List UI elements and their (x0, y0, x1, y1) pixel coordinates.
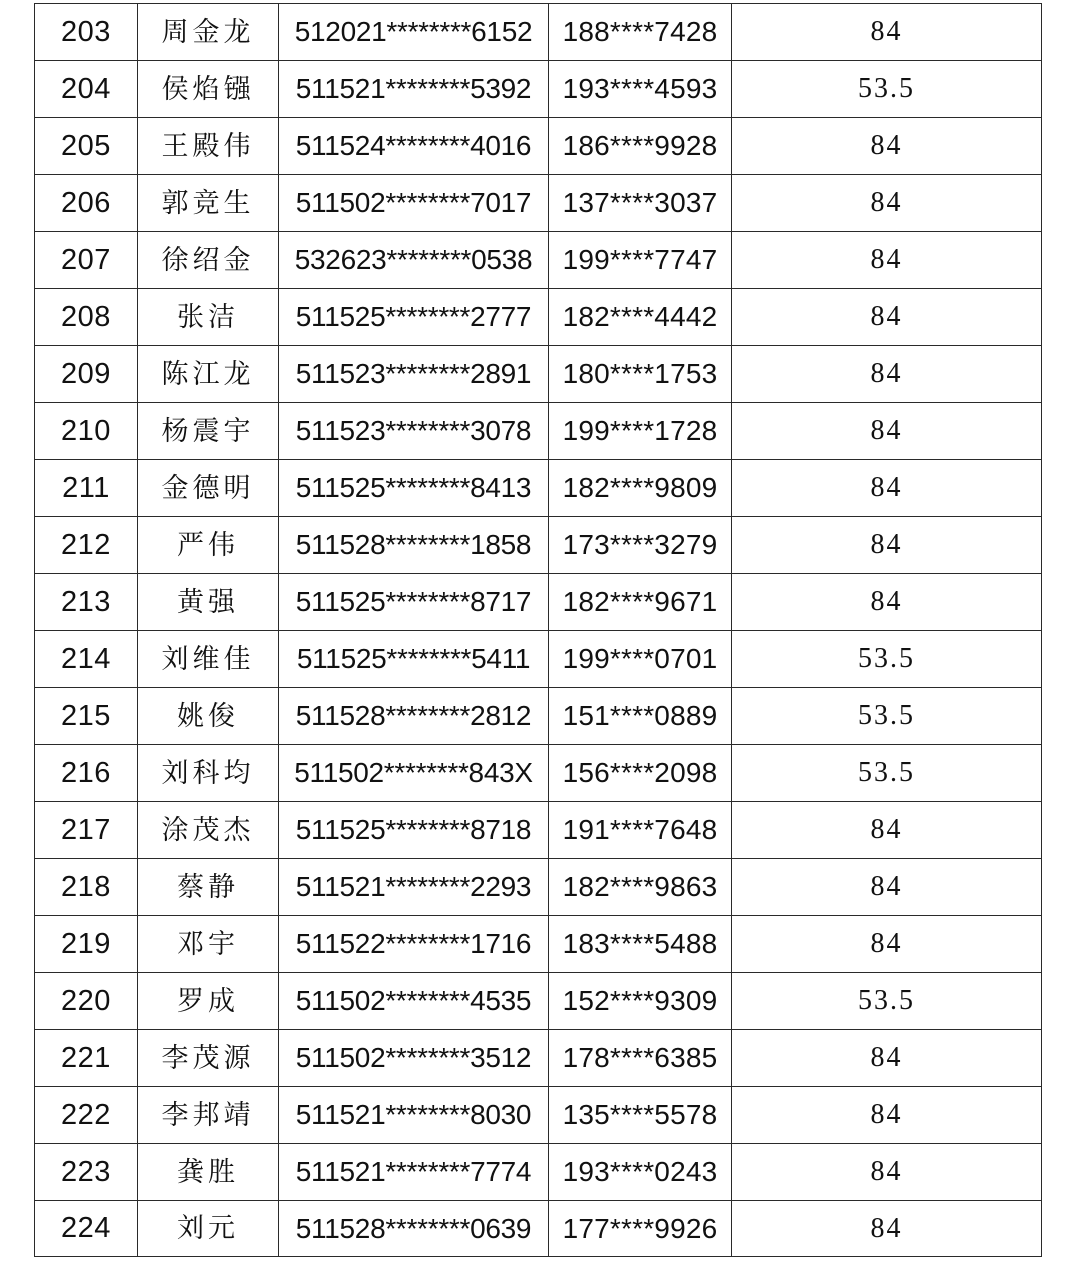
table-row (35, 631, 1042, 688)
table-row (35, 745, 1042, 802)
serial-number-cell (35, 973, 138, 1030)
score-cell (732, 403, 1042, 460)
phone-cell-text: 152****9309 (562, 985, 718, 1016)
id-number-cell-text: 511521********5392 (295, 73, 532, 104)
serial-number-cell (35, 460, 138, 517)
score-cell-text: 53.5 (858, 73, 915, 104)
name-cell (138, 1144, 279, 1201)
score-cell (732, 61, 1042, 118)
serial-number-cell-text: 219 (61, 927, 111, 960)
phone-cell-text: 178****6385 (562, 1042, 718, 1073)
score-cell (732, 1030, 1042, 1087)
phone-cell (549, 4, 732, 61)
score-cell-text: 84 (870, 1099, 903, 1130)
serial-number-cell (35, 61, 138, 118)
score-cell (732, 1087, 1042, 1144)
roster-table-body (35, 4, 1042, 1257)
phone-cell (549, 517, 732, 574)
serial-number-cell (35, 232, 138, 289)
serial-number-cell (35, 631, 138, 688)
serial-number-cell-text: 221 (61, 1041, 111, 1074)
phone-cell-text: 193****0243 (562, 1156, 718, 1187)
score-cell-text: 84 (870, 814, 903, 845)
serial-number-cell (35, 1087, 138, 1144)
serial-number-cell (35, 289, 138, 346)
name-cell-text: 杨震宇 (161, 415, 255, 447)
score-cell (732, 4, 1042, 61)
table-row (35, 1201, 1042, 1257)
phone-cell-text: 182****9863 (562, 871, 718, 902)
table-row (35, 61, 1042, 118)
score-cell (732, 118, 1042, 175)
name-cell-text: 张洁 (177, 301, 239, 333)
name-cell (138, 175, 279, 232)
serial-number-cell-text: 203 (61, 15, 111, 48)
id-number-cell-text: 532623********0538 (294, 244, 533, 275)
table-row (35, 973, 1042, 1030)
name-cell-text: 李邦靖 (161, 1099, 255, 1131)
score-cell-text: 84 (870, 1212, 903, 1244)
name-cell-text: 罗成 (177, 985, 239, 1017)
phone-cell (549, 232, 732, 289)
serial-number-cell (35, 745, 138, 802)
name-cell (138, 631, 279, 688)
id-number-cell (279, 1201, 549, 1257)
id-number-cell-text: 511524********4016 (295, 130, 532, 161)
id-number-cell (279, 916, 549, 973)
score-cell-text: 84 (870, 1156, 903, 1187)
name-cell (138, 460, 279, 517)
score-cell (732, 517, 1042, 574)
id-number-cell (279, 688, 549, 745)
id-number-cell-text: 511521********8030 (295, 1099, 532, 1130)
table-row (35, 403, 1042, 460)
score-cell (732, 346, 1042, 403)
serial-number-cell-text: 209 (61, 357, 111, 390)
table-row (35, 574, 1042, 631)
id-number-cell-text: 511528********1858 (295, 529, 532, 560)
name-cell (138, 745, 279, 802)
phone-cell-text: 173****3279 (562, 529, 718, 560)
phone-cell-text: 199****0701 (562, 643, 718, 674)
id-number-cell-text: 511525********8717 (295, 586, 532, 617)
score-cell-text: 84 (870, 529, 903, 560)
name-cell-text: 陈江龙 (161, 358, 255, 390)
table-row (35, 460, 1042, 517)
score-cell-text: 84 (870, 244, 903, 275)
score-cell (732, 802, 1042, 859)
phone-cell (549, 631, 732, 688)
phone-cell (549, 346, 732, 403)
phone-cell (549, 460, 732, 517)
score-cell-text: 84 (870, 586, 903, 617)
serial-number-cell-text: 217 (61, 813, 111, 846)
name-cell (138, 403, 279, 460)
serial-number-cell-text: 208 (61, 300, 111, 333)
table-row (35, 688, 1042, 745)
id-number-cell (279, 4, 549, 61)
name-cell-text: 刘维佳 (161, 643, 255, 675)
phone-cell (549, 745, 732, 802)
phone-cell (549, 688, 732, 745)
serial-number-cell (35, 802, 138, 859)
id-number-cell (279, 346, 549, 403)
id-number-cell (279, 745, 549, 802)
name-cell-text: 刘科均 (161, 757, 255, 789)
serial-number-cell (35, 688, 138, 745)
table-row (35, 4, 1042, 61)
id-number-cell-text: 511523********2891 (295, 358, 532, 389)
name-cell (138, 916, 279, 973)
phone-cell-text: 177****9926 (562, 1212, 718, 1244)
score-cell (732, 289, 1042, 346)
serial-number-cell (35, 1030, 138, 1087)
serial-number-cell (35, 574, 138, 631)
serial-number-cell-text: 215 (61, 699, 111, 732)
name-cell-text: 郭竞生 (161, 187, 255, 219)
phone-cell-text: 188****7428 (562, 16, 718, 47)
name-cell (138, 1087, 279, 1144)
phone-cell-text: 151****0889 (562, 700, 718, 731)
name-cell (138, 688, 279, 745)
phone-cell-text: 182****9671 (562, 586, 718, 617)
table-row (35, 916, 1042, 973)
phone-cell-text: 182****9809 (562, 472, 718, 503)
id-number-cell-text: 511521********2293 (295, 871, 532, 902)
name-cell (138, 574, 279, 631)
serial-number-cell-text: 218 (61, 870, 111, 903)
phone-cell-text: 193****4593 (562, 73, 718, 104)
score-cell (732, 688, 1042, 745)
id-number-cell-text: 511522********1716 (295, 928, 532, 959)
phone-cell (549, 1144, 732, 1201)
name-cell-text: 邓宇 (177, 928, 239, 960)
id-number-cell-text: 511502********7017 (295, 187, 532, 218)
table-row (35, 1144, 1042, 1201)
score-cell-text: 84 (870, 358, 903, 389)
id-number-cell-text: 511525********2777 (295, 301, 532, 332)
table-row (35, 346, 1042, 403)
name-cell (138, 289, 279, 346)
id-number-cell (279, 118, 549, 175)
score-cell (732, 916, 1042, 973)
id-number-cell-text: 511528********2812 (295, 700, 532, 731)
name-cell (138, 859, 279, 916)
serial-number-cell (35, 517, 138, 574)
name-cell-text: 侯焰镪 (161, 73, 255, 105)
phone-cell-text: 156****2098 (562, 757, 718, 788)
phone-cell (549, 973, 732, 1030)
id-number-cell (279, 802, 549, 859)
id-number-cell (279, 973, 549, 1030)
id-number-cell (279, 574, 549, 631)
serial-number-cell (35, 916, 138, 973)
phone-cell-text: 186****9928 (562, 130, 718, 161)
name-cell (138, 973, 279, 1030)
serial-number-cell-text: 206 (61, 186, 111, 219)
phone-cell (549, 175, 732, 232)
serial-number-cell-text: 213 (61, 585, 111, 618)
name-cell-text: 黄强 (177, 586, 239, 618)
name-cell-text: 徐绍金 (161, 244, 255, 276)
phone-cell (549, 859, 732, 916)
serial-number-cell (35, 1201, 138, 1257)
score-cell (732, 745, 1042, 802)
serial-number-cell (35, 403, 138, 460)
serial-number-cell-text: 222 (61, 1098, 111, 1131)
phone-cell-text: 199****1728 (562, 415, 718, 446)
name-cell (138, 1201, 279, 1257)
score-cell-text: 84 (870, 928, 903, 959)
name-cell (138, 517, 279, 574)
table-row (35, 289, 1042, 346)
name-cell (138, 802, 279, 859)
serial-number-cell (35, 859, 138, 916)
name-cell-text: 蔡静 (177, 871, 239, 903)
id-number-cell-text: 511521********7774 (295, 1156, 532, 1187)
phone-cell (549, 802, 732, 859)
serial-number-cell (35, 346, 138, 403)
phone-cell-text: 137****3037 (562, 187, 718, 218)
phone-cell (549, 574, 732, 631)
table-row (35, 1030, 1042, 1087)
id-number-cell-text: 511525********8413 (295, 472, 532, 503)
id-number-cell (279, 403, 549, 460)
phone-cell (549, 1030, 732, 1087)
id-number-cell-text: 512021********6152 (294, 16, 533, 47)
name-cell-text: 姚俊 (177, 700, 239, 732)
phone-cell (549, 1087, 732, 1144)
score-cell (732, 859, 1042, 916)
name-cell-text: 周金龙 (161, 16, 255, 48)
score-cell-text: 84 (870, 187, 903, 218)
phone-cell (549, 61, 732, 118)
score-cell-text: 53.5 (858, 985, 915, 1016)
id-number-cell-text: 511502********4535 (295, 985, 532, 1016)
id-number-cell (279, 175, 549, 232)
score-cell-text: 84 (870, 871, 903, 902)
phone-cell-text: 183****5488 (562, 928, 718, 959)
name-cell (138, 346, 279, 403)
score-cell-text: 53.5 (858, 643, 915, 674)
score-cell-text: 84 (870, 415, 903, 446)
roster-table (34, 3, 1042, 1257)
id-number-cell (279, 517, 549, 574)
serial-number-cell (35, 1144, 138, 1201)
score-cell (732, 574, 1042, 631)
id-number-cell (279, 289, 549, 346)
score-cell (732, 973, 1042, 1030)
serial-number-cell (35, 118, 138, 175)
serial-number-cell-text: 223 (61, 1155, 111, 1188)
phone-cell (549, 118, 732, 175)
phone-cell-text: 182****4442 (562, 301, 718, 332)
phone-cell-text: 180****1753 (562, 358, 718, 389)
name-cell (138, 4, 279, 61)
id-number-cell (279, 631, 549, 688)
name-cell (138, 232, 279, 289)
name-cell (138, 1030, 279, 1087)
id-number-cell (279, 460, 549, 517)
score-cell (732, 1144, 1042, 1201)
id-number-cell (279, 1144, 549, 1201)
name-cell-text: 金德明 (161, 472, 255, 504)
serial-number-cell-text: 204 (61, 72, 111, 105)
table-row (35, 802, 1042, 859)
serial-number-cell-text: 207 (61, 243, 111, 276)
serial-number-cell-text: 216 (61, 756, 111, 789)
score-cell-text: 53.5 (858, 700, 915, 731)
name-cell-text: 王殿伟 (161, 130, 255, 162)
name-cell (138, 118, 279, 175)
score-cell-text: 84 (870, 1042, 903, 1073)
name-cell-text: 龚胜 (177, 1156, 239, 1188)
name-cell (138, 61, 279, 118)
id-number-cell (279, 1087, 549, 1144)
id-number-cell-text: 511502********843X (294, 757, 533, 788)
id-number-cell-text: 511525********5411 (296, 643, 531, 674)
score-cell (732, 631, 1042, 688)
phone-cell (549, 403, 732, 460)
phone-cell-text: 191****7648 (562, 814, 718, 845)
score-cell-text: 84 (870, 130, 903, 161)
serial-number-cell-text: 205 (61, 129, 111, 162)
table-row (35, 517, 1042, 574)
id-number-cell-text: 511528********0639 (295, 1212, 532, 1244)
table-row (35, 175, 1042, 232)
score-cell-text: 84 (870, 472, 903, 503)
phone-cell (549, 289, 732, 346)
name-cell-text: 刘元 (177, 1213, 239, 1244)
serial-number-cell-text: 210 (61, 414, 111, 447)
id-number-cell-text: 511523********3078 (295, 415, 532, 446)
name-cell-text: 李茂源 (161, 1042, 255, 1074)
phone-cell (549, 916, 732, 973)
phone-cell-text: 199****7747 (562, 244, 718, 275)
table-row (35, 232, 1042, 289)
table-row (35, 859, 1042, 916)
serial-number-cell-text: 214 (61, 642, 111, 675)
id-number-cell (279, 61, 549, 118)
score-cell-text: 84 (870, 16, 903, 47)
serial-number-cell-text: 224 (61, 1212, 111, 1244)
score-cell (732, 460, 1042, 517)
serial-number-cell-text: 211 (62, 471, 110, 504)
id-number-cell-text: 511502********3512 (295, 1042, 532, 1073)
serial-number-cell (35, 4, 138, 61)
name-cell-text: 涂茂杰 (161, 814, 255, 846)
name-cell-text: 严伟 (177, 529, 239, 561)
score-cell (732, 1201, 1042, 1257)
score-cell-text: 53.5 (858, 757, 915, 788)
serial-number-cell-text: 220 (61, 984, 111, 1017)
table-row (35, 118, 1042, 175)
id-number-cell (279, 232, 549, 289)
serial-number-cell-text: 212 (61, 528, 111, 561)
score-cell (732, 232, 1042, 289)
phone-cell-text: 135****5578 (562, 1099, 718, 1130)
id-number-cell-text: 511525********8718 (295, 814, 532, 845)
id-number-cell (279, 859, 549, 916)
phone-cell (549, 1201, 732, 1257)
table-row (35, 1087, 1042, 1144)
score-cell (732, 175, 1042, 232)
id-number-cell (279, 1030, 549, 1087)
score-cell-text: 84 (870, 301, 903, 332)
serial-number-cell (35, 175, 138, 232)
